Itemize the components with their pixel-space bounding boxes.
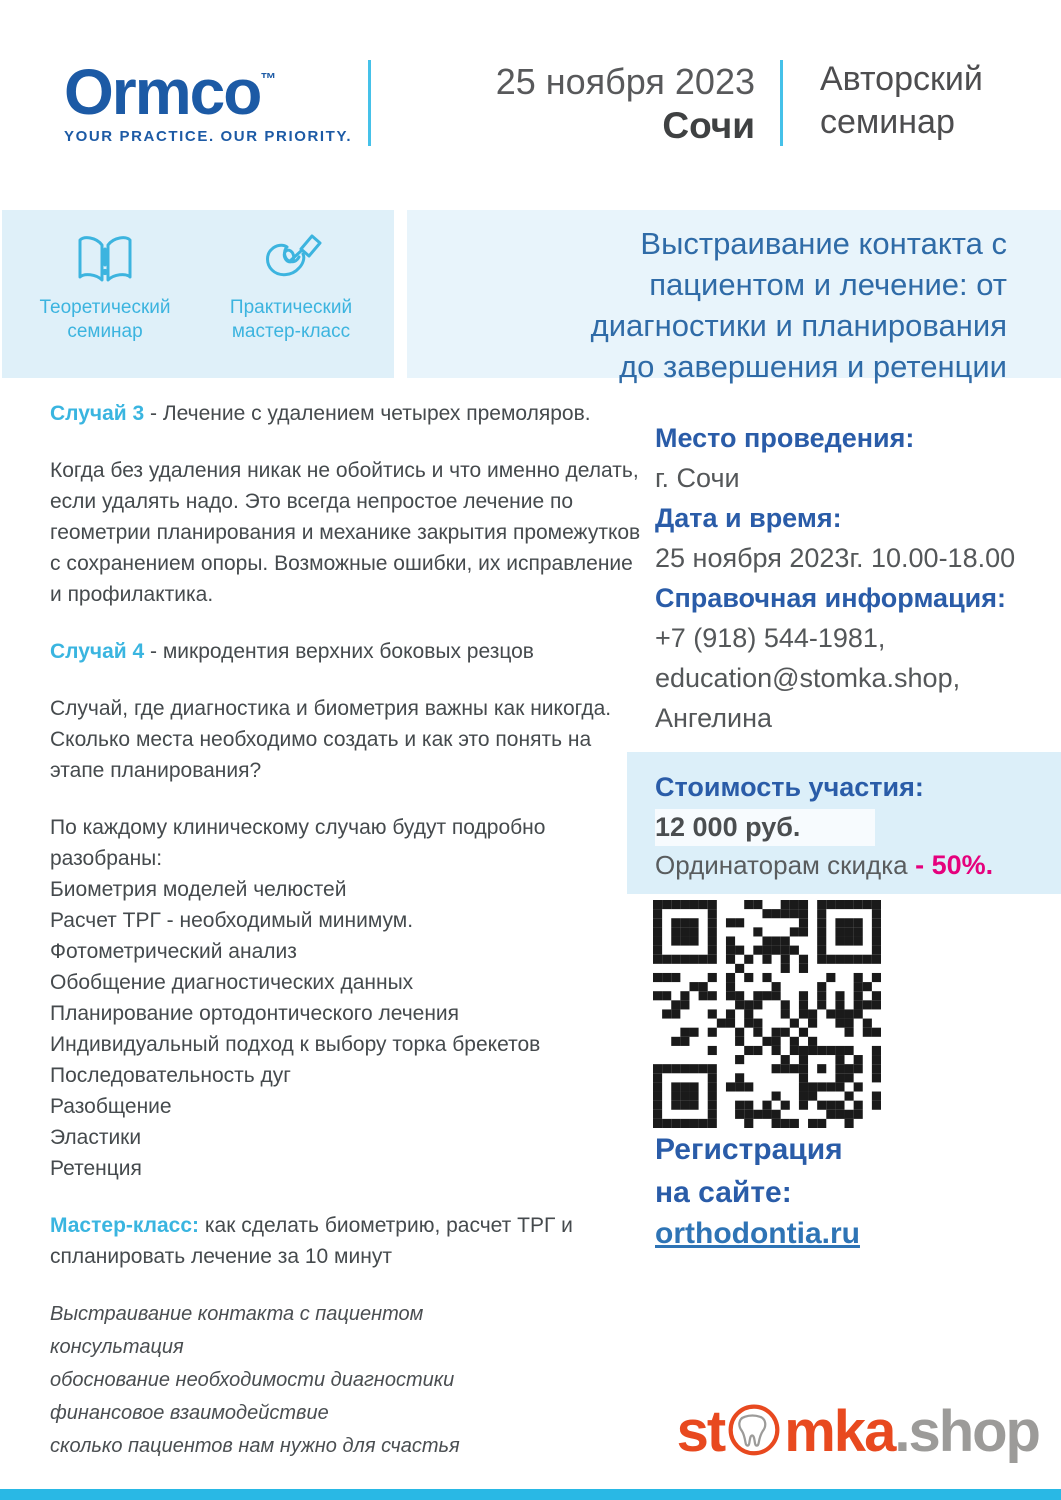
topics-block	[50, 812, 642, 1184]
seminar-title	[407, 223, 1007, 387]
case3-label: Случай 3	[50, 402, 145, 425]
header-divider	[780, 60, 783, 146]
price-value: 12 000 руб.	[655, 812, 801, 842]
case4-label: Случай 4	[50, 640, 145, 663]
topic-item: Фотометрический анализ	[50, 940, 297, 963]
badge-label	[40, 296, 171, 344]
badge-theory-seminar	[25, 232, 185, 344]
registration-line: на сайте:	[655, 1176, 792, 1209]
masterclass-paragraph	[50, 1210, 642, 1272]
badge-practical-masterclass	[211, 232, 371, 344]
ormco-wordmark-text: Ormco	[64, 56, 261, 128]
masterclass-label: Мастер-класс:	[50, 1214, 200, 1237]
registration-block	[655, 1128, 860, 1251]
price-highlight	[655, 809, 875, 846]
datetime-value: 25 ноября 2023г. 10.00-18.00	[655, 543, 1016, 573]
contact-person: Ангелина	[655, 703, 773, 733]
case3-description: Когда без удаления никак не обойтись и что именно делать, если удалять надо. Это всегда непростое лечение по геометрии планирования и механике закрытия промежутков с сохранением опоры. Возможные ошибки, их исправление и профилактика.	[50, 459, 641, 606]
topic-item: Последовательность дуг	[50, 1064, 291, 1087]
logo-text-mka: mka	[784, 1399, 895, 1464]
badge-label-line: Теоретический	[39, 297, 171, 318]
logo-text-shop: .shop	[894, 1399, 1039, 1464]
discount-value: - 50%.	[907, 850, 994, 880]
event-type-line: семинар	[820, 103, 955, 141]
topics-list	[50, 874, 642, 1184]
datetime-title: Дата и время:	[655, 503, 842, 533]
logo-text-st: st	[676, 1399, 725, 1464]
registration-line: Регистрация	[655, 1133, 843, 1166]
event-date-block	[420, 60, 755, 148]
venue-title: Место проведения:	[655, 423, 915, 453]
topic-item: Индивидуальный подход к выбору торка брекетов	[50, 1033, 541, 1056]
contact-topic-item: сколько пациентов нам нужно для счастья	[50, 1435, 460, 1457]
contact-topics-list	[50, 1298, 642, 1463]
discount-text: Ординаторам скидка	[655, 850, 908, 880]
topic-item: Разобщение	[50, 1095, 172, 1118]
case4-heading	[50, 636, 642, 667]
topic-item: Планирование ортодонтического лечения	[50, 1002, 460, 1025]
case4-text: - микродентия верхних боковых резцов	[144, 640, 534, 663]
topic-item: Расчет ТРГ - необходимый минимум.	[50, 909, 414, 932]
event-info-panel	[655, 418, 1055, 738]
event-type-line: Авторский	[820, 60, 983, 98]
topic-item: Эластики	[50, 1126, 142, 1149]
topic-item: Ретенция	[50, 1157, 142, 1180]
event-date: 25 ноября 2023	[495, 61, 755, 102]
pen-hand-icon	[258, 232, 324, 288]
ormco-tagline: YOUR PRACTICE. OUR PRIORITY.	[64, 128, 353, 145]
trademark-symbol: ™	[260, 71, 277, 88]
contact-topic-item: консультация	[50, 1336, 184, 1358]
stomka-shop-logo	[677, 1398, 1039, 1465]
seminar-title-line: диагностики и планирования	[590, 308, 1007, 343]
header-divider	[368, 60, 371, 146]
seminar-title-panel	[407, 210, 1061, 384]
discount-line	[655, 850, 1061, 881]
badge-label-line: Практический	[229, 297, 353, 318]
masterclass-text: как сделать биометрию, расчет ТРГ и спланировать лечение за 10 минут	[50, 1214, 573, 1268]
event-type-label	[820, 58, 983, 144]
seminar-title-line: Выстраивание контакта с	[640, 226, 1007, 261]
bottom-accent-bar	[0, 1489, 1061, 1500]
event-city: Сочи	[662, 105, 755, 146]
case3-text: - Лечение с удалением четырех премоляров.	[144, 402, 591, 425]
pricing-panel	[627, 752, 1061, 894]
badge-label-line: мастер-класс	[231, 321, 351, 342]
topic-item: Биометрия моделей челюстей	[50, 878, 347, 901]
tooth-icon	[726, 1401, 782, 1462]
badge-label	[230, 296, 352, 344]
pricing-title: Стоимость участия:	[655, 772, 924, 802]
contact-title: Справочная информация:	[655, 583, 1007, 613]
seminar-title-line: пациентом и лечение: от	[649, 267, 1007, 302]
venue-value: г. Сочи	[655, 463, 740, 493]
registration-site-link[interactable]: orthodontia.ru	[655, 1217, 860, 1250]
qr-code-image	[653, 900, 881, 1128]
case3-heading	[50, 398, 642, 429]
badge-label-line: семинар	[67, 321, 143, 342]
format-badges-panel	[2, 210, 394, 378]
program-description	[50, 398, 642, 1463]
contact-topic-item: обоснование необходимости диагностики	[50, 1369, 455, 1391]
ormco-logo	[64, 48, 352, 145]
contact-phone: +7 (918) 544-1981,	[655, 623, 886, 653]
ormco-wordmark	[64, 48, 352, 128]
qr-code	[653, 900, 881, 1128]
case4-description: Случай, где диагностика и биометрия важны как никогда. Сколько места необходимо создать и как это понять на этапе планирования?	[50, 697, 612, 782]
book-icon	[72, 232, 138, 288]
contact-email: education@stomka.shop,	[655, 663, 961, 693]
contact-topic-item: Выстраивание контакта с пациентом	[50, 1303, 424, 1325]
topic-item: Обобщение диагностических данных	[50, 971, 414, 994]
contact-topic-item: финансовое взаимодействие	[50, 1402, 329, 1424]
seminar-title-line: до завершения и ретенции	[619, 349, 1007, 384]
topics-intro: По каждому клиническому случаю будут подробно разобраны:	[50, 816, 546, 870]
